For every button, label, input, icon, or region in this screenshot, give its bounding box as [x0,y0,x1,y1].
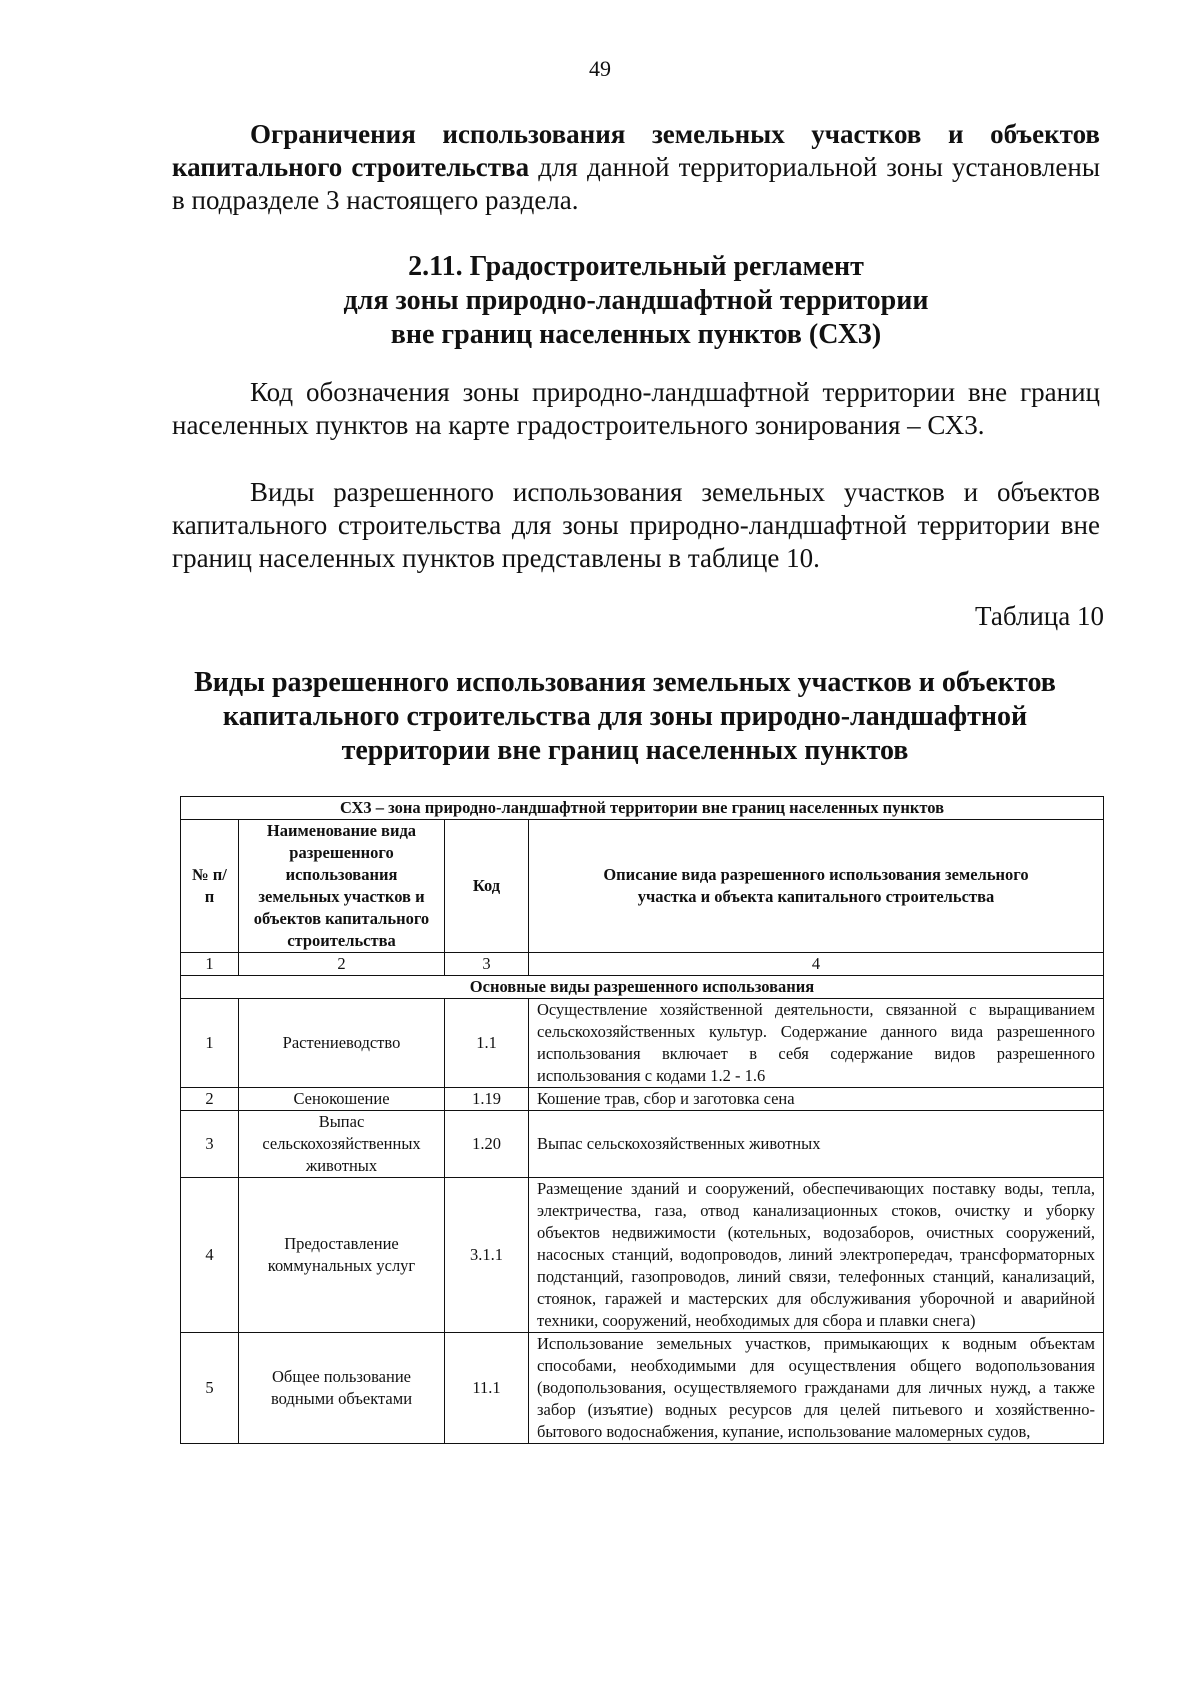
section-heading-line: 2.11. Градостроительный регламент [408,251,864,282]
column-number: 1 [181,953,239,976]
table-header-row [181,820,1104,953]
table-title-line: Виды разрешенного использования земельных участков и объектов [194,667,1056,698]
row-name: Растениеводство [239,999,445,1088]
row-desc: Использование земельных участков, примыкающих к водным объектам способами, необходимыми для осуществления общего водопользования (водопользования, осуществляемого гражданами для личных нужд, а также забор (изъятие) водных ресурсов для целей питьевого и хозяйственно-бытового водоснабжения, купание, использование маломерных судов, [529,1333,1104,1444]
column-number: 4 [529,953,1104,976]
row-code: 1.19 [445,1088,529,1111]
row-code: 1.1 [445,999,529,1088]
section-heading-line: вне границ населенных пунктов (СХ3) [390,319,882,350]
table-row [181,999,1104,1088]
row-num: 4 [181,1178,239,1333]
table-title-line: территории вне границ населенных пунктов [341,735,909,766]
header-desc: Описание вида разрешенного использования земельного участка и объекта капитального строительства [529,820,1104,953]
table-row [181,1111,1104,1178]
row-code: 1.20 [445,1111,529,1178]
row-name: Предоставление коммунальных услуг [239,1178,445,1333]
table-label: Таблица 10 [975,601,1104,631]
row-name: Общее пользование водными объектами [239,1333,445,1444]
row-code: 3.1.1 [445,1178,529,1333]
table-title-line: капитального строительства для зоны природно-ландшафтной [222,701,1028,732]
row-num: 5 [181,1333,239,1444]
table-row [181,1178,1104,1333]
zone-code-paragraph: Код обозначения зоны природно-ландшафтной территории вне границ населенных пунктов на карте градостроительного зонирования – СХ3. [172,377,1100,440]
row-code: 11.1 [445,1333,529,1444]
section-heading [172,250,1100,352]
column-number-row [181,953,1104,976]
intro-bold-text: Ограничения использования земельных участков и объектов капитального строительства [172,119,1100,182]
permitted-uses-table [180,796,1104,1444]
column-number: 3 [445,953,529,976]
table-title [150,666,1100,768]
header-name: Наименование вида разрешенного использования земельных участков и объектов капитального строительства [239,820,445,953]
table-caption-row [181,797,1104,820]
header-code: Код [445,820,529,953]
row-name: Сенокошение [239,1088,445,1111]
row-num: 2 [181,1088,239,1111]
section-heading-line: для зоны природно-ландшафтной территории [343,285,929,316]
intro-paragraph [172,118,1100,217]
row-num: 1 [181,999,239,1088]
permitted-uses-paragraph: Виды разрешенного использования земельных участков и объектов капитального строительства для зоны природно-ландшафтной территории вне границ населенных пунктов представлены в таблице 10. [172,477,1100,573]
row-desc: Кошение трав, сбор и заготовка сена [529,1088,1104,1111]
intro-rest-text: для данной территориальной зоны установлены в подразделе 3 настоящего раздела. [172,152,1100,215]
table-caption: СХ3 – зона природно-ландшафтной территории вне границ населенных пунктов [181,797,1104,820]
table-row [181,1088,1104,1111]
group-title-row [181,976,1104,999]
row-desc: Выпас сельскохозяйственных животных [529,1111,1104,1178]
column-number: 2 [239,953,445,976]
row-desc: Осуществление хозяйственной деятельности, связанной с выращиванием сельскохозяйственных культур. Содержание данного вида разрешенного использования включает в себя содержание видов разрешенного использования с кодами 1.2 - 1.6 [529,999,1104,1088]
row-num: 3 [181,1111,239,1178]
table-row [181,1333,1104,1444]
row-desc: Размещение зданий и сооружений, обеспечивающих поставку воды, тепла, электричества, газа, отвод канализационных стоков, очистку и уборку объектов недвижимости (котельных, водозаборов, очистных сооружений, насосных станций, водопроводов, линий электропередач, трансформаторных подстанций, газопроводов, линий связи, телефонных станций, канализаций, стоянок, гаражей и мастерских для обслуживания уборочной и аварийной техники, сооружений, необходимых для сбора и плавки снега) [529,1178,1104,1333]
header-num: № п/п [181,820,239,953]
group-title: Основные виды разрешенного использования [181,976,1104,999]
row-name: Выпас сельскохозяйственных животных [239,1111,445,1178]
page-number: 49 [589,56,611,81]
